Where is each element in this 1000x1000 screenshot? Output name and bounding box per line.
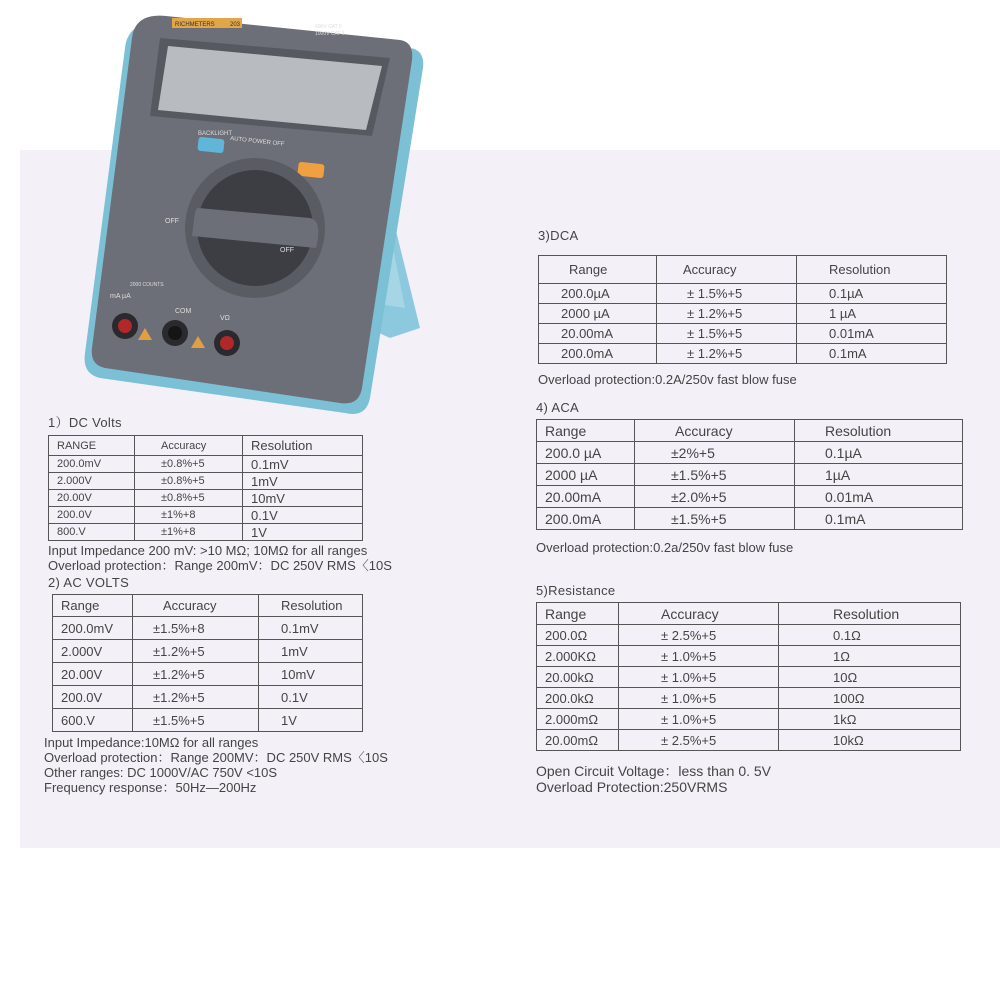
table-row <box>49 524 363 541</box>
resolution-cell: 1mV <box>243 473 363 490</box>
resolution-cell: 1Ω <box>779 646 961 667</box>
column-header: Resolution <box>797 256 947 284</box>
range-cell: 200.0µA <box>539 284 657 304</box>
dca-section <box>538 228 947 387</box>
resolution-cell: 0.01mA <box>797 324 947 344</box>
resolution-cell: 1 µA <box>797 304 947 324</box>
table-row <box>537 486 963 508</box>
table-row <box>49 507 363 524</box>
table-row <box>537 667 961 688</box>
ac-volts-note: Frequency response：50Hz—200Hz <box>44 780 257 795</box>
resistance-table <box>536 602 961 751</box>
range-cell: 200.0Ω <box>537 625 619 646</box>
table-row <box>539 324 947 344</box>
range-cell: 20.00mA <box>537 486 635 508</box>
com-label: COM <box>175 308 192 315</box>
table-row <box>539 284 947 304</box>
column-header: Range <box>53 595 133 617</box>
table-row <box>537 625 961 646</box>
resolution-cell: 0.1mV <box>259 617 363 640</box>
counts-label: 2000 COUNTS <box>130 282 164 288</box>
dc-volts-section <box>48 412 392 573</box>
table-header-row <box>537 603 961 625</box>
column-header: Accuracy <box>135 436 243 456</box>
accuracy-cell: ±1.2%+5 <box>133 640 259 663</box>
resolution-cell: 10mV <box>259 663 363 686</box>
ma-jack[interactable] <box>118 319 132 333</box>
accuracy-cell: ±1.5%+5 <box>635 508 795 530</box>
accuracy-cell: ±1.5%+5 <box>635 464 795 486</box>
resolution-cell: 0.1µA <box>795 442 963 464</box>
table-row <box>537 688 961 709</box>
table-row <box>53 709 363 732</box>
accuracy-cell: ± 2.5%+5 <box>619 730 779 751</box>
table-row <box>539 304 947 324</box>
ac-volts-note: Input Impedance:10MΩ for all ranges <box>44 735 259 750</box>
resistance-note: Overload Protection:250VRMS <box>536 779 728 795</box>
aca-title: 4) ACA <box>536 400 579 415</box>
column-header: Range <box>539 256 657 284</box>
table-row <box>53 640 363 663</box>
range-cell: 20.00kΩ <box>537 667 619 688</box>
resistance-section <box>536 583 961 795</box>
resolution-cell: 1V <box>243 524 363 541</box>
range-cell: 2.000V <box>49 473 135 490</box>
dca-table <box>538 255 947 364</box>
resolution-cell: 1kΩ <box>779 709 961 730</box>
column-header: Resolution <box>259 595 363 617</box>
accuracy-cell: ±1%+8 <box>135 524 243 541</box>
range-cell: 2000 µA <box>539 304 657 324</box>
accuracy-cell: ±2%+5 <box>635 442 795 464</box>
column-header: Accuracy <box>657 256 797 284</box>
ac-volts-note: Other ranges: DC 1000V/AC 750V <10S <box>44 765 278 780</box>
range-cell: 600.V <box>53 709 133 732</box>
backlight-label: BACKLIGHT <box>198 131 233 137</box>
dca-note: Overload protection:0.2A/250v fast blow fuse <box>538 372 797 387</box>
ac-volts-table <box>52 594 363 732</box>
rating-line-2: 1000V CAT II <box>315 31 345 37</box>
column-header: Range <box>537 420 635 442</box>
table-header-row <box>539 256 947 284</box>
resolution-cell: 0.1mA <box>797 344 947 364</box>
table-header-row <box>53 595 363 617</box>
column-header: Resolution <box>779 603 961 625</box>
column-header: Resolution <box>243 436 363 456</box>
ac-volts-title: 2) AC VOLTS <box>48 575 130 590</box>
table-row <box>537 709 961 730</box>
resolution-cell: 1V <box>259 709 363 732</box>
range-cell: 200.0kΩ <box>537 688 619 709</box>
auto-power-off-label: AUTO POWER OFF <box>229 136 285 148</box>
resolution-cell: 100Ω <box>779 688 961 709</box>
range-cell: 200.0mA <box>539 344 657 364</box>
range-cell: 800.V <box>49 524 135 541</box>
column-header: Accuracy <box>635 420 795 442</box>
column-header: Accuracy <box>133 595 259 617</box>
off-right-label: OFF <box>280 247 294 254</box>
table-row <box>53 663 363 686</box>
model-text: 203 <box>230 22 241 28</box>
accuracy-cell: ±2.0%+5 <box>635 486 795 508</box>
range-cell: 20.00V <box>53 663 133 686</box>
v-jack[interactable] <box>220 336 234 350</box>
accuracy-cell: ± 1.5%+5 <box>657 284 797 304</box>
resolution-cell: 1µA <box>795 464 963 486</box>
dca-title: 3)DCA <box>538 228 579 243</box>
v-label: VΩ <box>220 315 230 322</box>
brand-text: RICHMETERS <box>175 22 215 28</box>
resolution-cell: 0.1Ω <box>779 625 961 646</box>
column-header: Accuracy <box>619 603 779 625</box>
range-cell: 20.00V <box>49 490 135 507</box>
aca-table <box>536 419 963 530</box>
range-cell: 20.00mΩ <box>537 730 619 751</box>
table-row <box>49 490 363 507</box>
dc-volts-note: Input Impedance 200 mV: >10 MΩ; 10MΩ for all ranges <box>48 543 368 558</box>
accuracy-cell: ± 1.2%+5 <box>657 344 797 364</box>
resolution-cell: 0.01mA <box>795 486 963 508</box>
range-cell: 20.00mA <box>539 324 657 344</box>
range-cell: 200.0mV <box>53 617 133 640</box>
off-left-label: OFF <box>165 218 179 225</box>
table-row <box>537 730 961 751</box>
accuracy-cell: ±1.5%+5 <box>133 709 259 732</box>
aca-section <box>536 400 963 555</box>
backlight-button[interactable] <box>197 137 224 154</box>
accuracy-cell: ± 1.2%+5 <box>657 304 797 324</box>
accuracy-cell: ± 1.0%+5 <box>619 646 779 667</box>
ac-volts-note: Overload protection：Range 200MV：DC 250V RMS〈10S <box>44 750 388 765</box>
resolution-cell: 0.1V <box>243 507 363 524</box>
range-cell: 200.0V <box>49 507 135 524</box>
table-header-row <box>49 436 363 456</box>
resolution-cell: 0.1mV <box>243 456 363 473</box>
range-cell: 2.000KΩ <box>537 646 619 667</box>
ma-label: mA µA <box>110 293 131 300</box>
range-cell: 200.0mA <box>537 508 635 530</box>
range-cell: 200.0V <box>53 686 133 709</box>
multimeter-image <box>80 8 460 420</box>
resistance-title: 5)Resistance <box>536 583 616 598</box>
table-row <box>537 442 963 464</box>
table-row <box>537 508 963 530</box>
range-cell: 2.000mΩ <box>537 709 619 730</box>
table-row <box>53 617 363 640</box>
table-row <box>537 646 961 667</box>
resolution-cell: 1mV <box>259 640 363 663</box>
accuracy-cell: ±1.5%+8 <box>133 617 259 640</box>
resolution-cell: 10mV <box>243 490 363 507</box>
table-header-row <box>537 420 963 442</box>
table-row <box>49 456 363 473</box>
accuracy-cell: ± 1.0%+5 <box>619 688 779 709</box>
dc-volts-note: Overload protection：Range 200mV：DC 250V RMS〈10S <box>48 558 392 573</box>
resolution-cell: 0.1µA <box>797 284 947 304</box>
accuracy-cell: ± 1.5%+5 <box>657 324 797 344</box>
column-header: Resolution <box>795 420 963 442</box>
accuracy-cell: ±1.2%+5 <box>133 663 259 686</box>
resolution-cell: 10kΩ <box>779 730 961 751</box>
resolution-cell: 0.1V <box>259 686 363 709</box>
accuracy-cell: ±1.2%+5 <box>133 686 259 709</box>
dc-volts-table <box>48 435 363 541</box>
range-cell: 200.0 µA <box>537 442 635 464</box>
column-header: Range <box>537 603 619 625</box>
table-row <box>53 686 363 709</box>
table-row <box>537 464 963 486</box>
resolution-cell: 10Ω <box>779 667 961 688</box>
accuracy-cell: ± 1.0%+5 <box>619 667 779 688</box>
accuracy-cell: ±0.8%+5 <box>135 456 243 473</box>
accuracy-cell: ± 2.5%+5 <box>619 625 779 646</box>
range-cell: 2.000V <box>53 640 133 663</box>
accuracy-cell: ± 1.0%+5 <box>619 709 779 730</box>
dc-volts-title: 1）DC Volts <box>48 415 122 430</box>
accuracy-cell: ±0.8%+5 <box>135 490 243 507</box>
resistance-note: Open Circuit Voltage：less than 0. 5V <box>536 763 772 779</box>
aca-note: Overload protection:0.2a/250v fast blow fuse <box>536 540 794 555</box>
range-cell: 2000 µA <box>537 464 635 486</box>
range-cell: 200.0mV <box>49 456 135 473</box>
ac-volts-section <box>44 575 388 795</box>
table-row <box>49 473 363 490</box>
table-row <box>539 344 947 364</box>
com-jack[interactable] <box>168 326 182 340</box>
resolution-cell: 0.1mA <box>795 508 963 530</box>
accuracy-cell: ±1%+8 <box>135 507 243 524</box>
rating-line-1: 600V CAT II <box>315 24 342 30</box>
accuracy-cell: ±0.8%+5 <box>135 473 243 490</box>
column-header: RANGE <box>49 436 135 456</box>
